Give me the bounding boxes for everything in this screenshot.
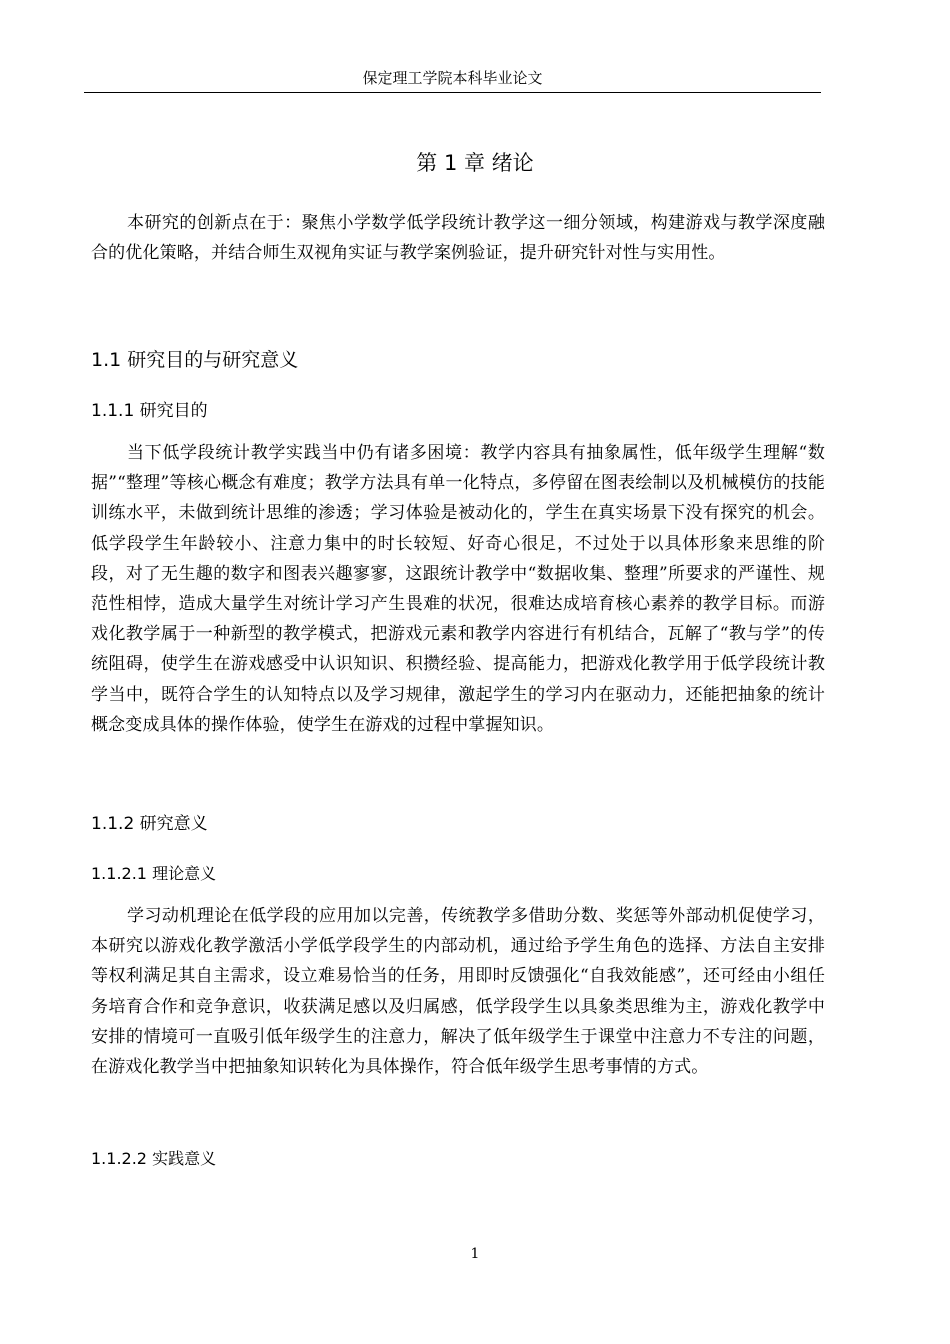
subsubsection-heading-1-1-2-1: 1.1.2.1 理论意义 bbox=[91, 864, 217, 883]
theory-paragraph: 学习动机理论在低学段的应用加以完善，传统教学多借助分数、奖惩等外部动机促使学习，本研究以游戏化教学激活小学低学段学生的内部动机，通过给予学生角色的选择、方法自主安排等权利满足其自主需求，设立难易恰当的任务，用即时反馈强化“自我效能感”，还可经由小组任务培育合作和竞争意识，收获满足感以及归属感，低学段学生以具象类思维为主，游戏化教学中安排的情境可一直吸引低年级学生的注意力，解决了低年级学生于课堂中注意力不专注的问题，在游戏化教学当中把抽象知识转化为具体操作，符合低年级学生思考事情的方式。 bbox=[91, 906, 825, 1078]
subsection-heading-1-1-1: 1.1.1 研究目的 bbox=[91, 401, 208, 421]
purpose-paragraph: 当下低学段统计教学实践当中仍有诸多困境：教学内容具有抽象属性，低年级学生理解“数据”“整理”等核心概念有难度；教学方法具有单一化特点，多停留在图表绘制以及机械模仿的技能训练水平，未做到统计思维的渗透；学习体验是被动化的，学生在真实场景下没有探究的机会。低学段学生年龄较小、注意力集中的时长较短、好奇心很足，不过处于以具体形象来思维的阶段，对了无生趣的数字和图表兴趣寥寥，这跟统计教学中“数据收集、整理”所要求的严谨性、规范性相悖，造成大量学生对统计学习产生畏难的状况，很难达成培育核心素养的教学目标。而游戏化教学属于一种新型的教学模式，把游戏元素和教学内容进行有机结合，瓦解了“教与学”的传统阻碍，使学生在游戏感受中认识知识、积攒经验、提高能力，把游戏化教学用于低学段统计教学当中，既符合学生的认知特点以及学习规律，激起学生的学习内在驱动力，还能把抽象的统计概念变成具体的操作体验，使学生在游戏的过程中掌握知识。 bbox=[91, 443, 825, 735]
section-heading-1-1: 1.1 研究目的与研究意义 bbox=[91, 349, 299, 371]
subsection-heading-1-1-2: 1.1.2 研究意义 bbox=[91, 814, 208, 834]
page-number: 1 bbox=[470, 1246, 480, 1262]
header-title: 保定理工学院本科毕业论文 bbox=[362, 69, 543, 87]
chapter-title: 第 1 章 绪论 bbox=[416, 151, 534, 175]
intro-paragraph: 本研究的创新点在于：聚焦小学数学低学段统计教学这一细分领域，构建游戏与教学深度融合的优化策略，并结合师生双视角实证与教学案例验证，提升研究针对性与实用性。 bbox=[91, 213, 825, 264]
page-header bbox=[84, 68, 821, 93]
subsubsection-heading-1-1-2-2: 1.1.2.2 实践意义 bbox=[91, 1149, 217, 1168]
